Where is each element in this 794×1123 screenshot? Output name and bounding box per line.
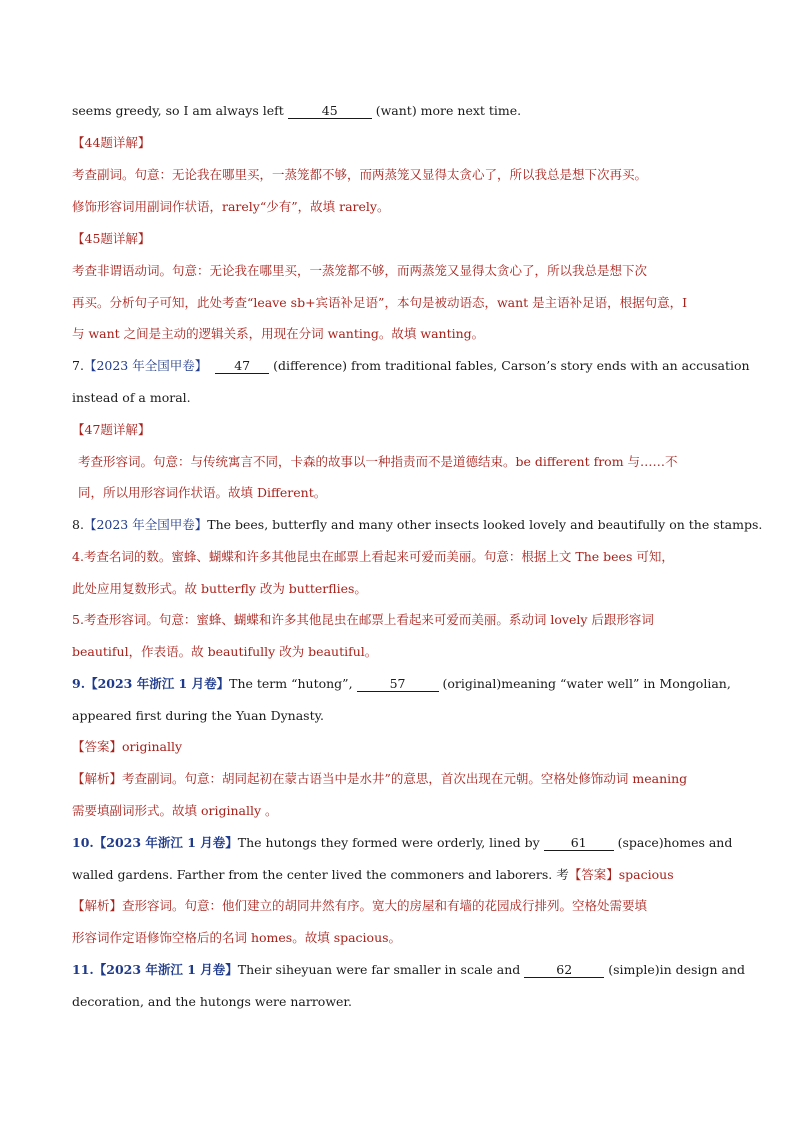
question-number: 8. [72,517,84,532]
question-9-cont: appeared first during the Yuan Dynasty. [72,708,324,723]
question-7 [72,358,750,374]
source-tag: 【2023 年浙江 1 月卷】 [85,676,230,691]
stem-text: The hutongs they formed were orderly, lined by [237,835,544,850]
explanation-line: 再买。分析句子可知，此处考查“leave sb+宾语补足语”，本句是被动语态，want 是主语补足语，根据句意，I [72,295,688,310]
explanation-line: beautiful，作表语。故 beautifully 改为 beautiful。 [72,644,378,659]
question-10-cont [72,867,674,883]
stem-text: (difference) from traditional fables, Carson’s story ends with an accusation [269,358,750,373]
analysis-label: 【解析】 [72,771,123,786]
explanation-line: 与 want 之间是主动的逻辑关系，用现在分词 wanting。故填 wanting。 [72,326,485,341]
heading-47-detail: 【47题详解】 [72,422,151,437]
explanation-line: 修饰形容词用副词作状语，rarely“少有”，故填 rarely。 [72,199,390,214]
analysis-line [72,771,687,787]
question-number: 9. [72,676,86,691]
question-9 [72,676,731,692]
analysis-text: 查形容词。句意：他们建立的胡同井然有序。宽大的房屋和有墙的花园成行排列。空格处需要填 [122,898,648,913]
analysis-label: 【解析】 [72,898,123,913]
explanation-line: 4.考查名词的数。蜜蜂、蝴蝶和许多其他昆虫在邮票上看起来可爱而美丽。句意：根据上文 The bees 可知， [72,549,674,564]
answer-blank: 45 [288,104,372,119]
source-tag: 【2023 年全国甲卷】 [83,517,208,532]
answer-blank: 61 [544,836,614,851]
stem-text: (space)homes and [613,835,733,850]
explanation-line: 考查形容词。句意：与传统寓言不同，卡森的故事以一种指责而不是道德结束。be different from 与……不 [78,454,678,469]
stem-text: (original)meaning “water well” in Mongolian, [438,676,731,691]
answer-blank: 62 [524,963,604,978]
question-10 [72,835,732,851]
stem-text: (want) more next time. [371,103,522,118]
line-q45-stem [72,103,521,119]
question-number: 10. [72,835,94,850]
explanation-line: 此处应用复数形式。故 butterfly 改为 butterflies。 [72,581,367,596]
stem-text: seems greedy, so I am always left [72,103,288,118]
analysis-text: 考查副词。句意：胡同起初在蒙古语当中是水井”的意思，首次出现在元朝。空格处修饰动词 meaning [122,771,688,786]
answer-blank: 57 [357,677,439,692]
question-8 [72,517,762,533]
source-tag: 【2023 年浙江 1 月卷】 [93,962,238,977]
question-11-cont: decoration, and the hutongs were narrower. [72,994,353,1009]
answer-line: 【答案】originally [72,739,183,754]
explanation-line: 同，所以用形容词作状语。故填 Different。 [78,485,327,500]
heading-44-detail: 【44题详解】 [72,135,151,150]
stem-text: walled gardens. Farther from the center lived the commoners and laborers. 考 [72,867,569,882]
explanation-line: 考查非谓语动词。句意：无论我在哪里买，一蒸笼都不够，而两蒸笼又显得太贪心了，所以我总是想下次 [72,263,648,278]
source-tag: 【2023 年全国甲卷】 [83,358,208,373]
question-number: 7. [72,358,84,373]
answer-blank: 47 [215,359,269,374]
stem-text: Their siheyuan were far smaller in scale and [237,962,525,977]
explanation-line: 需要填副词形式。故填 originally 。 [72,803,278,818]
question-number: 11. [72,962,94,977]
stem-text: (simple)in design and [604,962,746,977]
explanation-line: 形容词作定语修饰空格后的名词 homes。故填 spacious。 [72,930,402,945]
analysis-line [72,898,647,914]
heading-45-detail: 【45题详解】 [72,231,151,246]
stem-text: The term “hutong”, [229,676,357,691]
question-11 [72,962,745,978]
stem-text: The bees, butterfly and many other insects looked lovely and beautifully on the stamps. [207,517,763,532]
explanation-line: 考查副词。句意：无论我在哪里买，一蒸笼都不够，而两蒸笼又显得太贪心了，所以我总是想下次再买。 [72,167,648,182]
answer-inline: 【答案】spacious [568,867,674,882]
question-7-cont: instead of a moral. [72,390,191,405]
explanation-line: 5.考查形容词。句意：蜜蜂、蝴蝶和许多其他昆虫在邮票上看起来可爱而美丽。系动词 lovely 后跟形容词 [72,612,654,627]
source-tag: 【2023 年浙江 1 月卷】 [93,835,238,850]
